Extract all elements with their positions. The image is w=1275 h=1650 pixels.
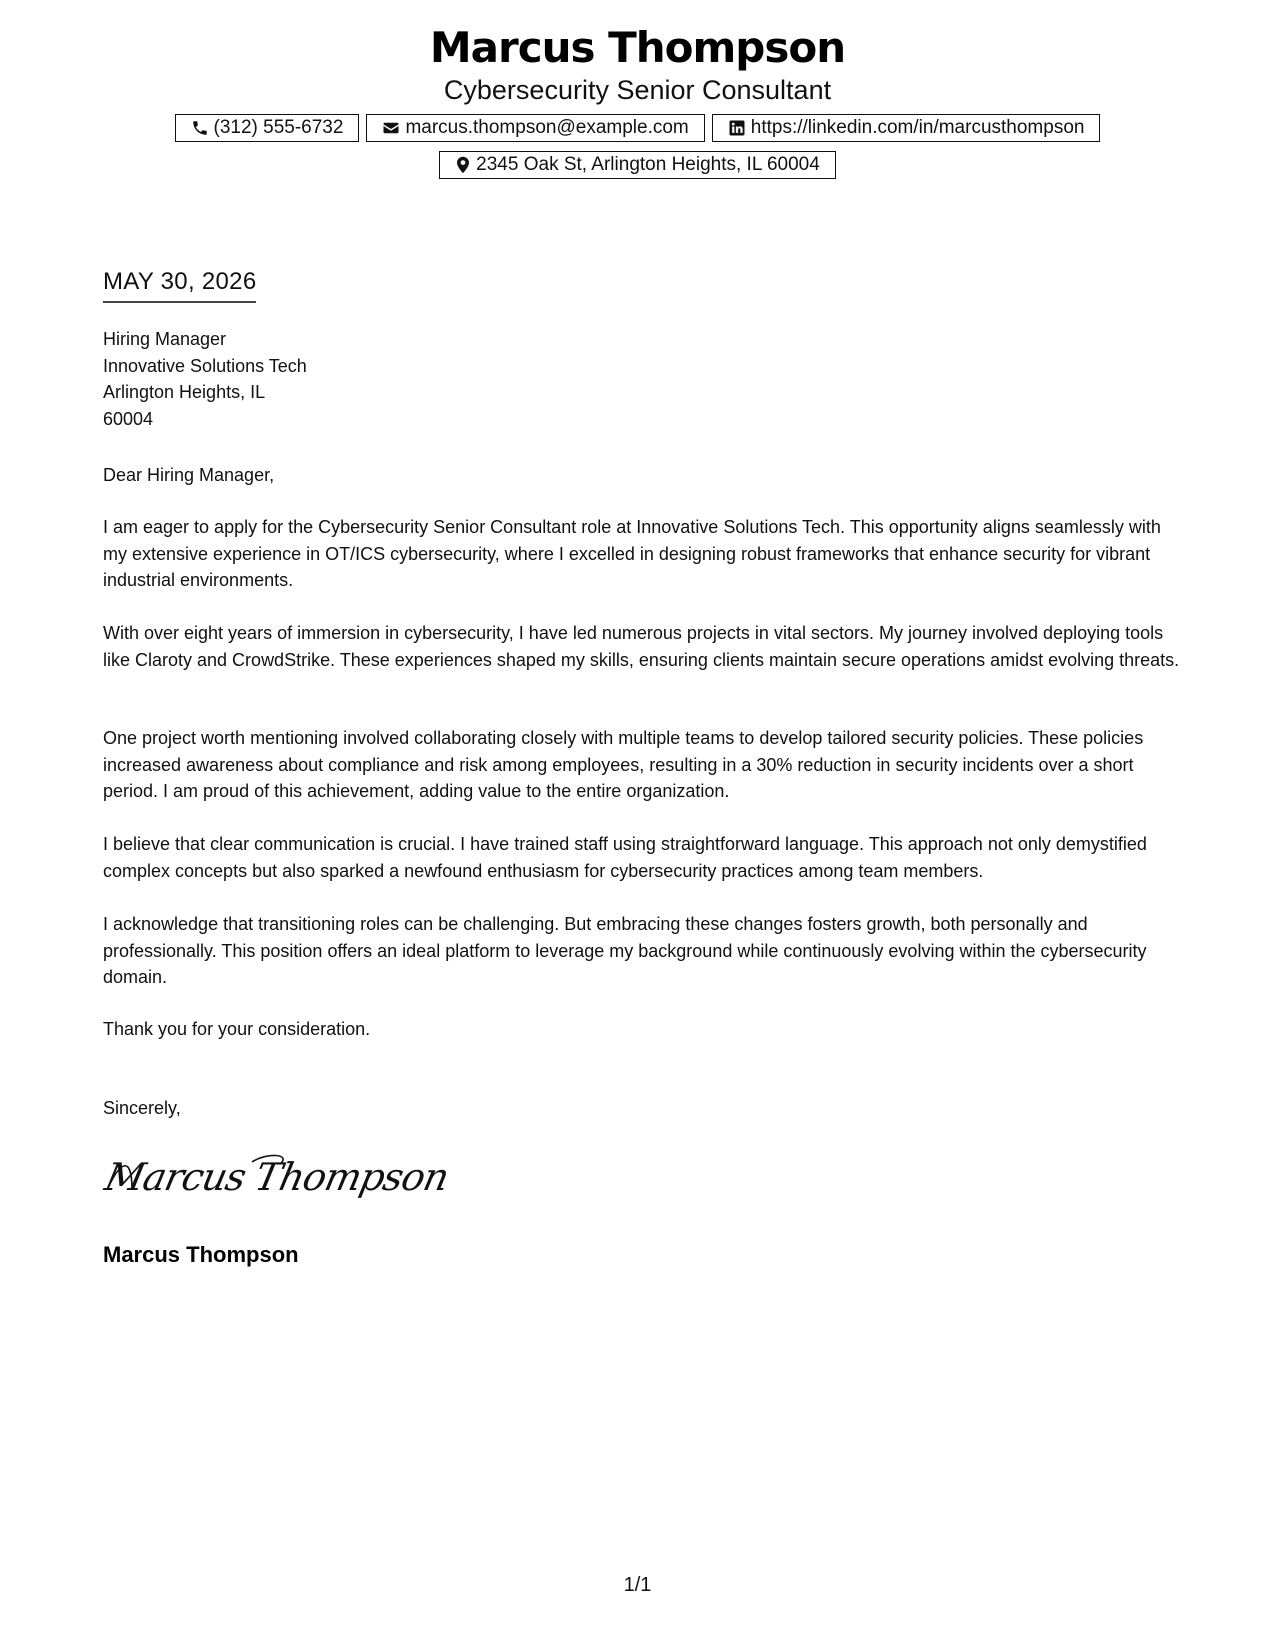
linkedin-link[interactable]: https://linkedin.com/in/marcusthompson [750, 117, 1085, 138]
paragraph-text: I am eager to apply for the Cybersecurity Senior Consultant role at Innovative Solutions Tech. This opportunity aligns seamlessly with my extensive experience in OT/ICS cybersecurity, where I excelled in designing robust frameworks that enhance security for vibrant industrial environments. [103, 517, 1161, 590]
recipient-line: 60004 [103, 408, 154, 429]
page-number: 1/1 [623, 1574, 652, 1596]
email-chip[interactable] [366, 114, 704, 142]
svg-text:Marcus Thompson: Marcus Thompson [100, 1155, 453, 1200]
phone-text: (312) 555-6732 [213, 117, 344, 138]
envelope-icon [382, 119, 400, 137]
address-row [0, 151, 1275, 179]
paragraph-text: I believe that clear communication is crucial. I have trained staff using straightforward language. This approach not only demystified complex concepts but also sparked a newfound enthusiasm for cybersecurity practices among team members. [103, 834, 1147, 881]
address-text: 2345 Oak St, Arlington Heights, IL 60004 [476, 154, 820, 175]
letter-date: MAY 30, 2026 [103, 266, 256, 303]
address-chip [439, 151, 836, 179]
paragraph-text: With over eight years of immersion in cybersecurity, I have led numerous projects in vital sectors. My journey involved deploying tools like Claroty and CrowdStrike. These experiences shaped my skills, ensuring clients maintain secure operations amidst evolving threats. [103, 623, 1180, 670]
recipient-line: Innovative Solutions Tech [103, 355, 307, 376]
linkedin-icon [728, 119, 746, 137]
contact-row [0, 114, 1275, 142]
body-paragraph [103, 831, 1183, 884]
closing-thanks: Thank you for your consideration. [103, 1019, 371, 1039]
linkedin-chip[interactable] [712, 114, 1101, 142]
body-paragraph [103, 725, 1183, 805]
body-paragraph [103, 620, 1183, 673]
salutation: Dear Hiring Manager, [103, 465, 275, 485]
recipient-block [103, 326, 307, 432]
handwritten-signature [100, 1148, 453, 1208]
applicant-name: Marcus Thompson [429, 23, 846, 72]
recipient-line: Arlington Heights, IL [103, 382, 266, 402]
signer-name: Marcus Thompson [103, 1242, 299, 1267]
phone-icon [191, 119, 209, 137]
map-pin-icon [455, 156, 471, 174]
paragraph-text: I acknowledge that transitioning roles can be challenging. But embracing these changes fosters growth, both personally and professionally. This position offers an ideal platform to leverage my background while continuously evolving within the cybersecurity domain. [103, 914, 1147, 987]
signoff: Sincerely, [103, 1098, 181, 1118]
applicant-title: Cybersecurity Senior Consultant [443, 75, 832, 105]
body-paragraph [103, 911, 1183, 991]
phone-chip [175, 114, 360, 142]
recipient-line: Hiring Manager [103, 329, 227, 349]
body-paragraph [103, 514, 1183, 594]
paragraph-text: One project worth mentioning involved collaborating closely with multiple teams to develop tailored security policies. These policies increased awareness about compliance and risk among employees, resulting in a 30% reduction in security incidents over a short period. I am proud of this achievement, adding value to the entire organization. [103, 728, 1144, 801]
email-link[interactable]: marcus.thompson@example.com [405, 117, 689, 138]
